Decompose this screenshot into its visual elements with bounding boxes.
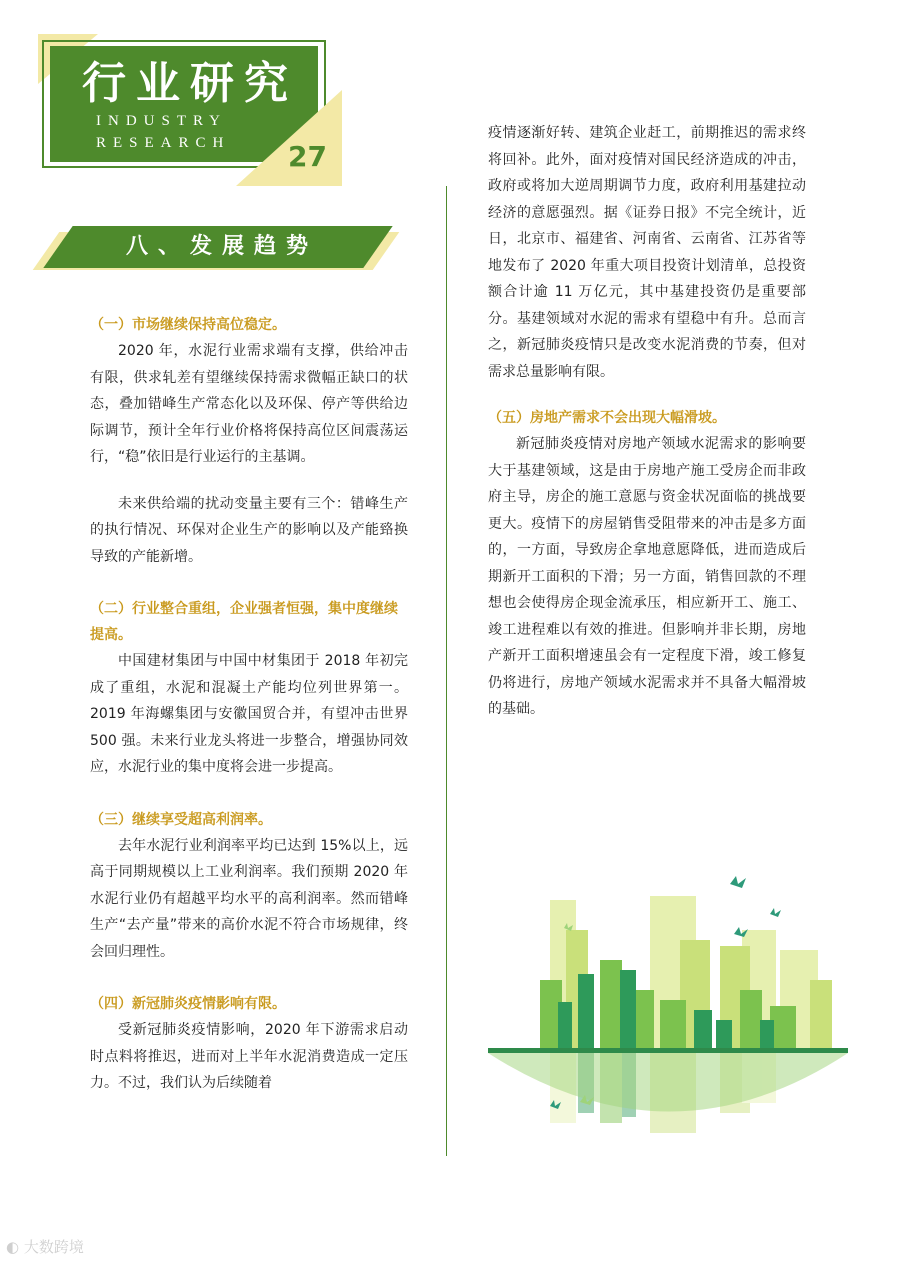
badge-title: 行业研究 bbox=[82, 58, 298, 109]
section-title-5: （五）房地产需求不会出现大幅滑坡。 bbox=[488, 410, 726, 426]
watermark-logo-icon: ◐ bbox=[6, 1238, 24, 1256]
paragraph: 新冠肺炎疫情对房地产领域水泥需求的影响要大于基建领域，这是由于房地产施工受房企而非政府主导，房企的施工意愿与资金状况面临的挑战要更大。疫情下的房屋销售受阻带来的冲击是多方面的，一方面，导致房企拿地意愿降低，进而造成后期新开工面积的下滑；另一方面，销售回款的不理想也会使得房企现金流承压，相应新开工、施工、竣工进程难以有效的推进。但影响并非长期，房地产新开工面积增速虽会有一定程度下滑，竣工修复仍将进行，房地产领域水泥需求并不具备大幅滑坡的基础。 bbox=[488, 436, 806, 717]
section-title-1: （一）市场继续保持高位稳定。 bbox=[90, 317, 286, 333]
watermark-text: 大数跨境 bbox=[23, 1238, 84, 1256]
section-heading: 八、发展趋势 bbox=[126, 233, 319, 259]
paragraph-continuation: 疫情逐渐好转、建筑企业赶工，前期推迟的需求终将回补。此外，面对疫情对国民经济造成的冲击，政府或将加大逆周期调节力度，政府利用基建拉动经济的意愿强烈。据《证券日报》不完全统计，近日，北京市、福建省、河南省、云南省、江苏省等地发布了 2020 年重大项目投资计划清单，总投资额合计逾 11 万亿元，其中基建投资仍是重要部分。基建领域对水泥的需求有望稳中有升。总而言之，新冠肺炎疫情只是改变水泥消费的节奏，但对需求总量影响有限。 bbox=[488, 125, 806, 380]
left-column bbox=[90, 312, 408, 1097]
right-column bbox=[488, 120, 806, 723]
section-title-2: （二）行业整合重组，企业强者恒强，集中度继续提高。 bbox=[90, 601, 398, 643]
badge-subtitle-line1: INDUSTRY bbox=[96, 113, 228, 129]
badge-subtitle-line2: RESEARCH bbox=[96, 135, 231, 151]
column-divider bbox=[446, 186, 447, 1156]
city-skyline-illustration bbox=[480, 870, 860, 1140]
paragraph: 中国建材集团与中国中材集团于 2018 年初完成了重组，水泥和混凝土产能均位列世界第一。2019 年海螺集团与安徽国贸合并，有望冲击世界 500 强。未来行业龙头将进一步整合，增强协同效应，水泥行业的集中度将会进一步提高。 bbox=[90, 653, 408, 775]
paragraph: 2020 年，水泥行业需求端有支撑，供给冲击有限，供求轧差有望继续保持需求微幅正缺口的状态，叠加错峰生产常态化以及环保、停产等供给边际调节，预计全年行业价格将保持高位区间震荡运行，“稳”依旧是行业运行的主基调。 bbox=[90, 343, 408, 465]
section-title-4: （四）新冠肺炎疫情影响有限。 bbox=[90, 996, 286, 1012]
paragraph: 未来供给端的扰动变量主要有三个：错峰生产的执行情况、环保对企业生产的影响以及产能臵换导致的产能新增。 bbox=[90, 495, 408, 565]
paragraph: 受新冠肺炎疫情影响，2020 年下游需求启动时点料将推迟，进而对上半年水泥消费造成一定压力。不过，我们认为后续随着 bbox=[90, 1022, 408, 1091]
paragraph: 去年水泥行业利润率平均已达到 15%以上，远高于同期规模以上工业利润率。我们预期 2020 年水泥行业仍有超越平均水平的高利润率。然而错峰生产“去产量”带来的高价水泥不符合市场规律，终会回归理性。 bbox=[90, 837, 408, 960]
watermark bbox=[6, 1236, 84, 1257]
section-title-3: （三）继续享受超高利润率。 bbox=[90, 811, 272, 828]
page-number: 27 bbox=[288, 140, 327, 173]
